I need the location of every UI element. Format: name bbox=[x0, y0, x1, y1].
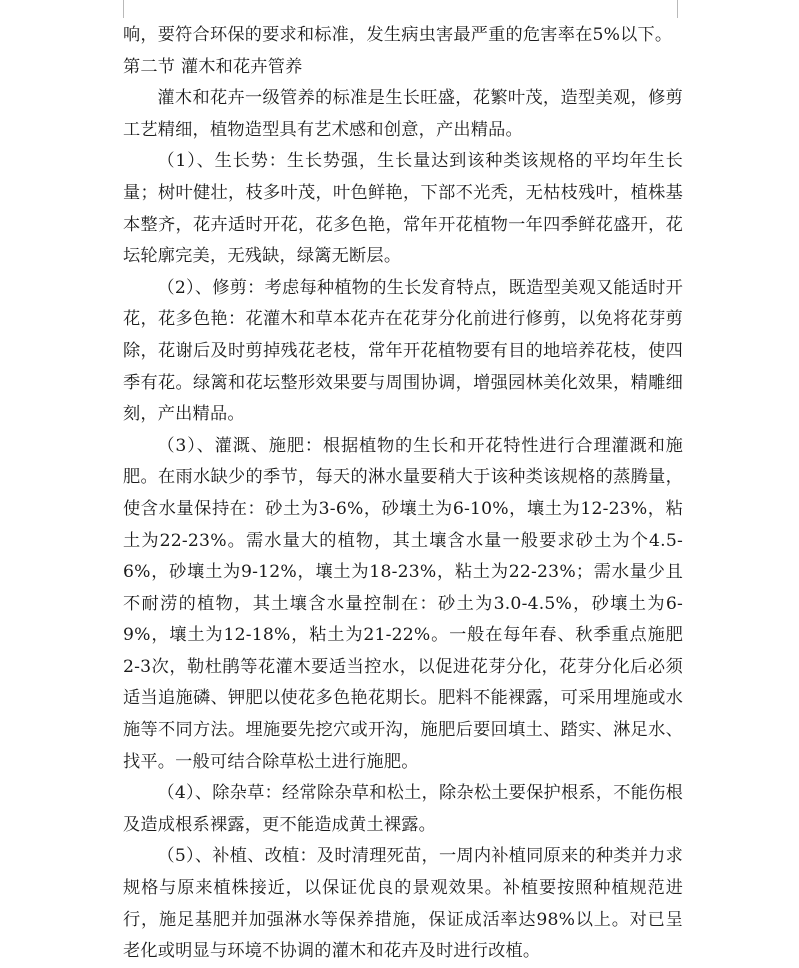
list-item-replanting: （5）、补植、改植：及时清理死苗，一周内补植同原来的种类并力求规格与原来植株接近，以保证优良的景观效果。补植要按照种植规范进行，施足基肥并加强淋水等保养措施，保证成活率达98%以上。对已呈老化或明显与环境不协调的灌木和花卉及时进行改植。 bbox=[123, 846, 683, 962]
continuation-paragraph: 响，要符合环保的要求和标准，发生病虫害最严重的危害率在5%以下。 bbox=[123, 25, 673, 45]
list-item-irrigation: （3）、灌溉、施肥：根据植物的生长和开花特性进行合理灌溉和施肥。在雨水缺少的季节，每天的淋水量要稍大于该种类该规格的蒸腾量，使含水量保持在：砂土为3-6%，砂壤土为6-10%，壤土为12-23%，粘土为22-23%。需水量大的植物，其土壤含水量一般要求砂土为个4.5-6%，砂壤土为9-12%，壤土为18-23%，粘土为22-23%；需水量少且不耐涝的植物，其土壤含水量控制在：砂土为3.0-4.5%，砂壤土为6-9%，壤土为12-18%，粘土为21-22%。一般在每年春、秋季重点施肥2-3次，勒杜鹃等花灌木要适当控水，以促进花芽分化，花芽分化后必须适当追施磷、钾肥以使花多色艳花期长。肥料不能裸露，可采用埋施或水施等不同方法。埋施要先挖穴或开沟，施肥后要回填土、踏实、淋足水、找平。一般可结合除草松土进行施肥。 bbox=[123, 435, 683, 772]
list-item-growth: （1）、生长势：生长势强，生长量达到该种类该规格的平均年生长量；树叶健壮，枝多叶茂，叶色鲜艳，下部不光秃，无枯枝残叶，植株基本整齐，花卉适时开花，花多色艳，常年开花植物一年四季鲜花盛开，花坛轮廓完美，无残缺，绿篱无断层。 bbox=[123, 151, 683, 267]
list-item-weeding: （4）、除杂草：经常除杂草和松土，除杂松土要保护根系，不能伤根及造成根系裸露，更不能造成黄土裸露。 bbox=[123, 783, 683, 835]
page-corner-mark-left bbox=[123, 0, 124, 18]
list-item-pruning: （2）、修剪：考虑每种植物的生长发育特点，既造型美观又能适时开花，花多色艳：花灌木和草本花卉在花芽分化前进行修剪，以免将花芽剪除，花谢后及时剪掉残花老枝，常年开花植物要有目的地培养花枝，使四季有花。绿篱和花坛整形效果要与周围协调，增强园林美化效果，精雕细刻，产出精品。 bbox=[123, 277, 683, 425]
intro-paragraph: 灌木和花卉一级管养的标准是生长旺盛，花繁叶茂，造型美观，修剪工艺精细，植物造型具有艺术感和创意，产出精品。 bbox=[123, 88, 683, 140]
section-heading: 第二节 灌木和花卉管养 bbox=[123, 56, 303, 77]
document-body bbox=[123, 20, 683, 968]
page-corner-mark-right bbox=[677, 0, 678, 18]
